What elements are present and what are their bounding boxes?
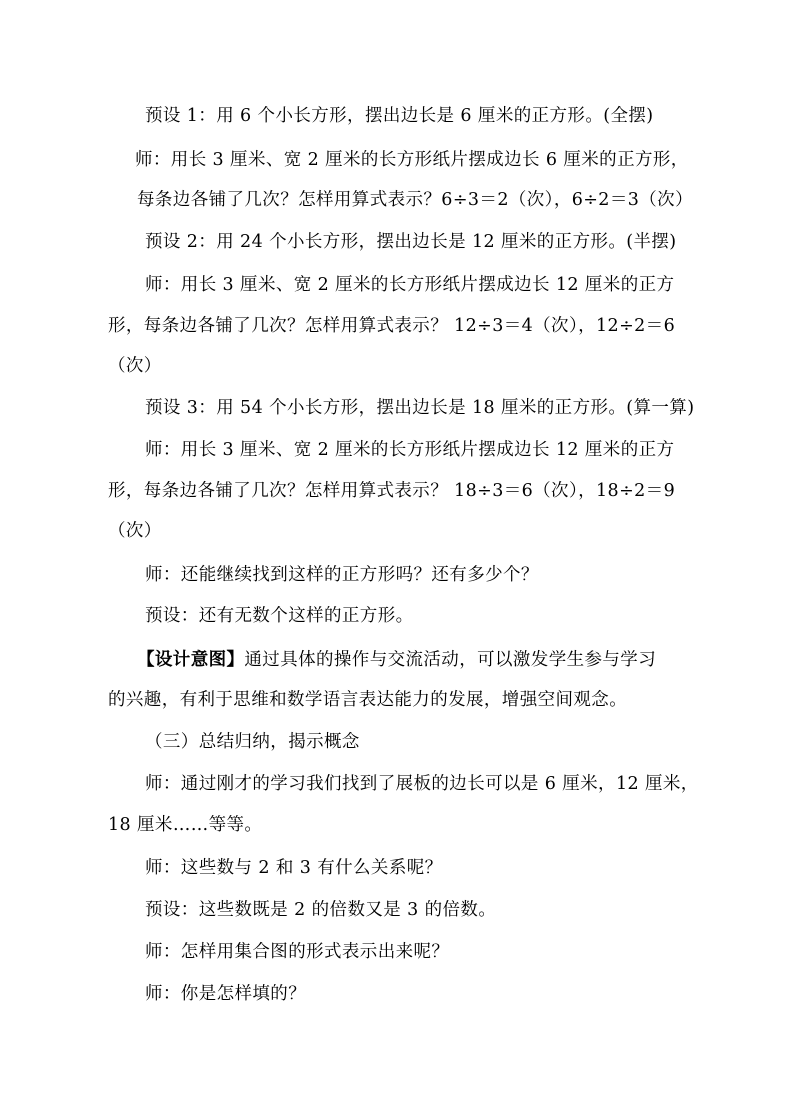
design-intent-label: 【设计意图】 (137, 650, 245, 670)
section-heading-summary: （三）总结归纳，揭示概念 (145, 732, 360, 752)
paragraph-teacher-1-cont: 每条边各铺了几次？怎样用算式表示？6÷3＝2（次），6÷2＝3（次） (137, 190, 693, 210)
paragraph-teacher-6: 师：这些数与 2 和 3 有什么关系呢？ (145, 858, 443, 878)
paragraph-teacher-2: 师：用长 3 厘米、宽 2 厘米的长方形纸片摆成边长 12 厘米的正方 (145, 275, 675, 295)
paragraph-preset-3: 预设 3：用 54 个小长方形，摆出边长是 18 厘米的正方形。(算一算) (145, 398, 695, 418)
paragraph-teacher-3-cont: 形，每条边各铺了几次？怎样用算式表示？ 18÷3＝6（次），18÷2＝9 (108, 481, 676, 501)
paragraph-design-intent (137, 648, 656, 672)
paragraph-teacher-3-end: （次） (108, 521, 162, 541)
design-intent-text: 通过具体的操作与交流活动，可以激发学生参与学习 (244, 650, 657, 670)
paragraph-teacher-4: 师：还能继续找到这样的正方形吗？还有多少个？ (145, 565, 539, 585)
paragraph-preset-5: 预设：这些数既是 2 的倍数又是 3 的倍数。 (145, 900, 497, 920)
paragraph-preset-4: 预设：还有无数个这样的正方形。 (145, 606, 414, 626)
paragraph-teacher-2-end: （次） (108, 356, 162, 376)
paragraph-teacher-5-cont: 18 厘米……等等。 (108, 815, 263, 835)
paragraph-teacher-3: 师：用长 3 厘米、宽 2 厘米的长方形纸片摆成边长 12 厘米的正方 (145, 440, 675, 460)
paragraph-teacher-7: 师：怎样用集合图的形式表示出来呢？ (145, 942, 450, 962)
paragraph-teacher-5: 师：通过刚才的学习我们找到了展板的边长可以是 6 厘米，12 厘米， (145, 774, 699, 794)
paragraph-teacher-1: 师：用长 3 厘米、宽 2 厘米的长方形纸片摆成边长 6 厘米的正方形， (135, 150, 689, 170)
paragraph-teacher-2-cont: 形，每条边各铺了几次？怎样用算式表示？ 12÷3＝4（次），12÷2＝6 (108, 316, 676, 336)
paragraph-preset-1: 预设 1：用 6 个小长方形，摆出边长是 6 厘米的正方形。(全摆) (145, 106, 654, 126)
paragraph-teacher-8: 师：你是怎样填的？ (145, 984, 307, 1004)
paragraph-preset-2: 预设 2：用 24 个小长方形，摆出边长是 12 厘米的正方形。(半摆) (145, 232, 677, 252)
paragraph-design-intent-cont: 的兴趣，有利于思维和数学语言表达能力的发展，增强空间观念。 (108, 690, 628, 710)
